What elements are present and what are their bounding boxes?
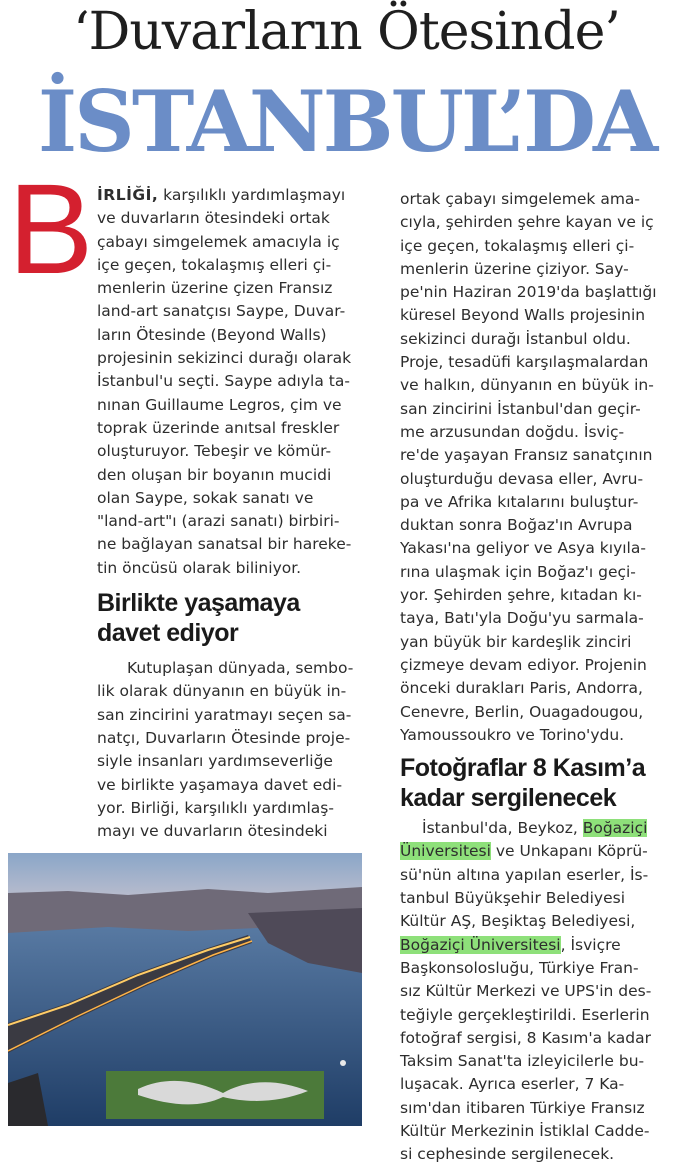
text-line: yor. Şehirden şehre, kıtadan kı- <box>400 586 642 605</box>
text-line: siyle insanları yardımseverliğe <box>97 752 333 771</box>
text-line: me arzusundan doğdu. İsviç- <box>400 422 625 441</box>
text-line: duktan sonra Boğaz'ın Avrupa <box>400 516 633 535</box>
text-line: olan Saype, sokak sanatı ve <box>97 488 314 507</box>
text-line: ortak çabayı simgelemek ama- <box>400 190 641 208</box>
text-line: çizmeye devam ediyor. Projenin <box>400 655 647 674</box>
text-line: Cenevre, Berlin, Ouagadougou, <box>400 702 644 721</box>
text-line: oluşturuyor. Tebeşir ve kömür- <box>97 442 332 461</box>
left-paragraph-1 <box>97 207 367 580</box>
text-line: ların Ötesinde (Beyond Walls) <box>97 325 327 344</box>
text-line: yan büyük bir kardeşlik zinciri <box>400 632 632 651</box>
text-line: toprak üzerinde anıtsal freskler <box>97 418 340 437</box>
text-line: rına ulaşmak için Boğaz'ı geçi- <box>400 562 636 581</box>
text-line: pa ve Afrika kıtalarını buluştur- <box>400 492 639 511</box>
text-line: küresel Beyond Walls projesinin <box>400 306 646 325</box>
left-paragraph-2 <box>97 657 367 843</box>
right-paragraph-2: İstanbul'da, Beykoz, Boğaziçi Üniversitesi ve Unkapanı Köprü- sü'nün altına yapılan eserler, İs- tanbul Büyükşehir Belediyesi Kültür AŞ, Beşiktaş Belediyesi, Boğaziçi Üniversitesi, İsviçre Başkonsolosluğu, Türkiye Fran- sız Kültür Merkezi ve UPS'in des- teğiyle gerçekleştirildi. Eserlerin fotoğraf sergisi, 8 Kasım'a kadar Taksim Sanat'ta izleyicilerle bu- luşacak. Ayrıca eserler, 7 Ka- sım'dan itibaren Türkiye Fransız Kültür Merkezinin İstiklal Cadde- si cephesinde sergilenecek. <box>400 819 652 1164</box>
text-line: natçı, Duvarların Ötesinde proje- <box>97 728 351 747</box>
highlight: Boğaziçi <box>582 819 648 838</box>
text-line: oluşturduğu devasa eller, Avru- <box>400 469 644 488</box>
text-line: önceki durakları Paris, Andorra, <box>400 679 643 698</box>
text-line: tin öncüsü olarak biliniyor. <box>97 558 302 577</box>
text-line: den oluşan bir boyanın mucidi <box>97 465 332 484</box>
left-column <box>97 184 367 843</box>
text-line: san zincirini İstanbul'dan geçir- <box>400 399 641 418</box>
text-line: ve halkın, dünyanın en büyük in- <box>400 376 654 395</box>
text-line: nınan Guillaume Legros, çim ve <box>97 395 342 414</box>
highlight: Üniversitesi <box>400 842 491 861</box>
lead-word: İRLİĞİ, <box>97 186 159 204</box>
text-line: re'de yaşayan Fransız sanatçının <box>400 446 653 465</box>
headline-line1: ‘Duvarların Ötesinde’ <box>73 2 620 62</box>
aerial-photo-image <box>8 853 362 1126</box>
text-line: çabayı simgelemek amacıyla iç <box>97 232 340 251</box>
text-line: Yakası'na geliyor ve Asya kıyıla- <box>400 539 646 558</box>
text-line: menlerin üzerine çizen Fransız <box>97 279 333 298</box>
text-line: ne bağlayan sanatsal bir hareke- <box>97 535 352 554</box>
text-line: mayı ve duvarların ötesindeki <box>97 822 328 841</box>
text-line: san zincirini yaratmayı seçen sa- <box>97 705 352 724</box>
headline-line2: İSTANBUL’DA <box>37 72 656 171</box>
subhead-fotograflar: Fotoğraflar 8 Kasım’a kadar sergilenecek <box>400 754 646 813</box>
text-line: içe geçen, tokalaşmış elleri çi- <box>400 236 635 255</box>
text-line: menlerin üzerine çiziyor. Say- <box>400 259 629 278</box>
text-line: "land-art"ı (arazi sanatı) birbiri- <box>97 512 340 531</box>
text-line: projesinin sekizinci durağı olarak <box>97 349 352 368</box>
text-line: Kutuplaşan dünyada, sembo- <box>127 659 354 678</box>
text-line: cıyla, şehirden şehre kayan ve iç <box>400 213 654 232</box>
text-line: sekizinci durağı İstanbul oldu. <box>400 329 631 348</box>
text-line: Yamoussoukro ve Torino'ydu. <box>400 725 625 744</box>
text-line: içe geçen, tokalaşmış elleri çi- <box>97 255 332 274</box>
right-paragraph-1 <box>400 188 675 747</box>
text-line: Proje, tesadüfi karşılaşmalardan <box>400 353 649 372</box>
text-line: lik olarak dünyanın en büyük in- <box>97 682 347 701</box>
aerial-photo-bridge <box>8 853 362 1126</box>
drop-cap: B <box>8 158 94 301</box>
text-line: İstanbul'u seçti. Saype adıyla ta- <box>97 372 350 391</box>
text-line: yor. Birliği, karşılıklı yardımlaş- <box>97 798 334 817</box>
text-line: ve birlikte yaşamaya davet edi- <box>97 775 343 794</box>
right-column <box>400 188 675 1167</box>
text-line: İRLİĞİ, karşılıklı yardımlaşmayı <box>97 186 346 204</box>
subhead-birlikte: Birlikte yaşamaya davet ediyor <box>97 589 300 648</box>
text-line: ve duvarların ötesindeki ortak <box>97 209 330 228</box>
text-line: land-art sanatçısı Saype, Duvar- <box>97 302 346 321</box>
text-line: pe'nin Haziran 2019'da başlattığı <box>400 283 657 302</box>
highlight: Boğaziçi Üniversitesi <box>400 935 561 954</box>
text-line: taya, Batı'yla Doğu'yu sarmala- <box>400 609 644 628</box>
